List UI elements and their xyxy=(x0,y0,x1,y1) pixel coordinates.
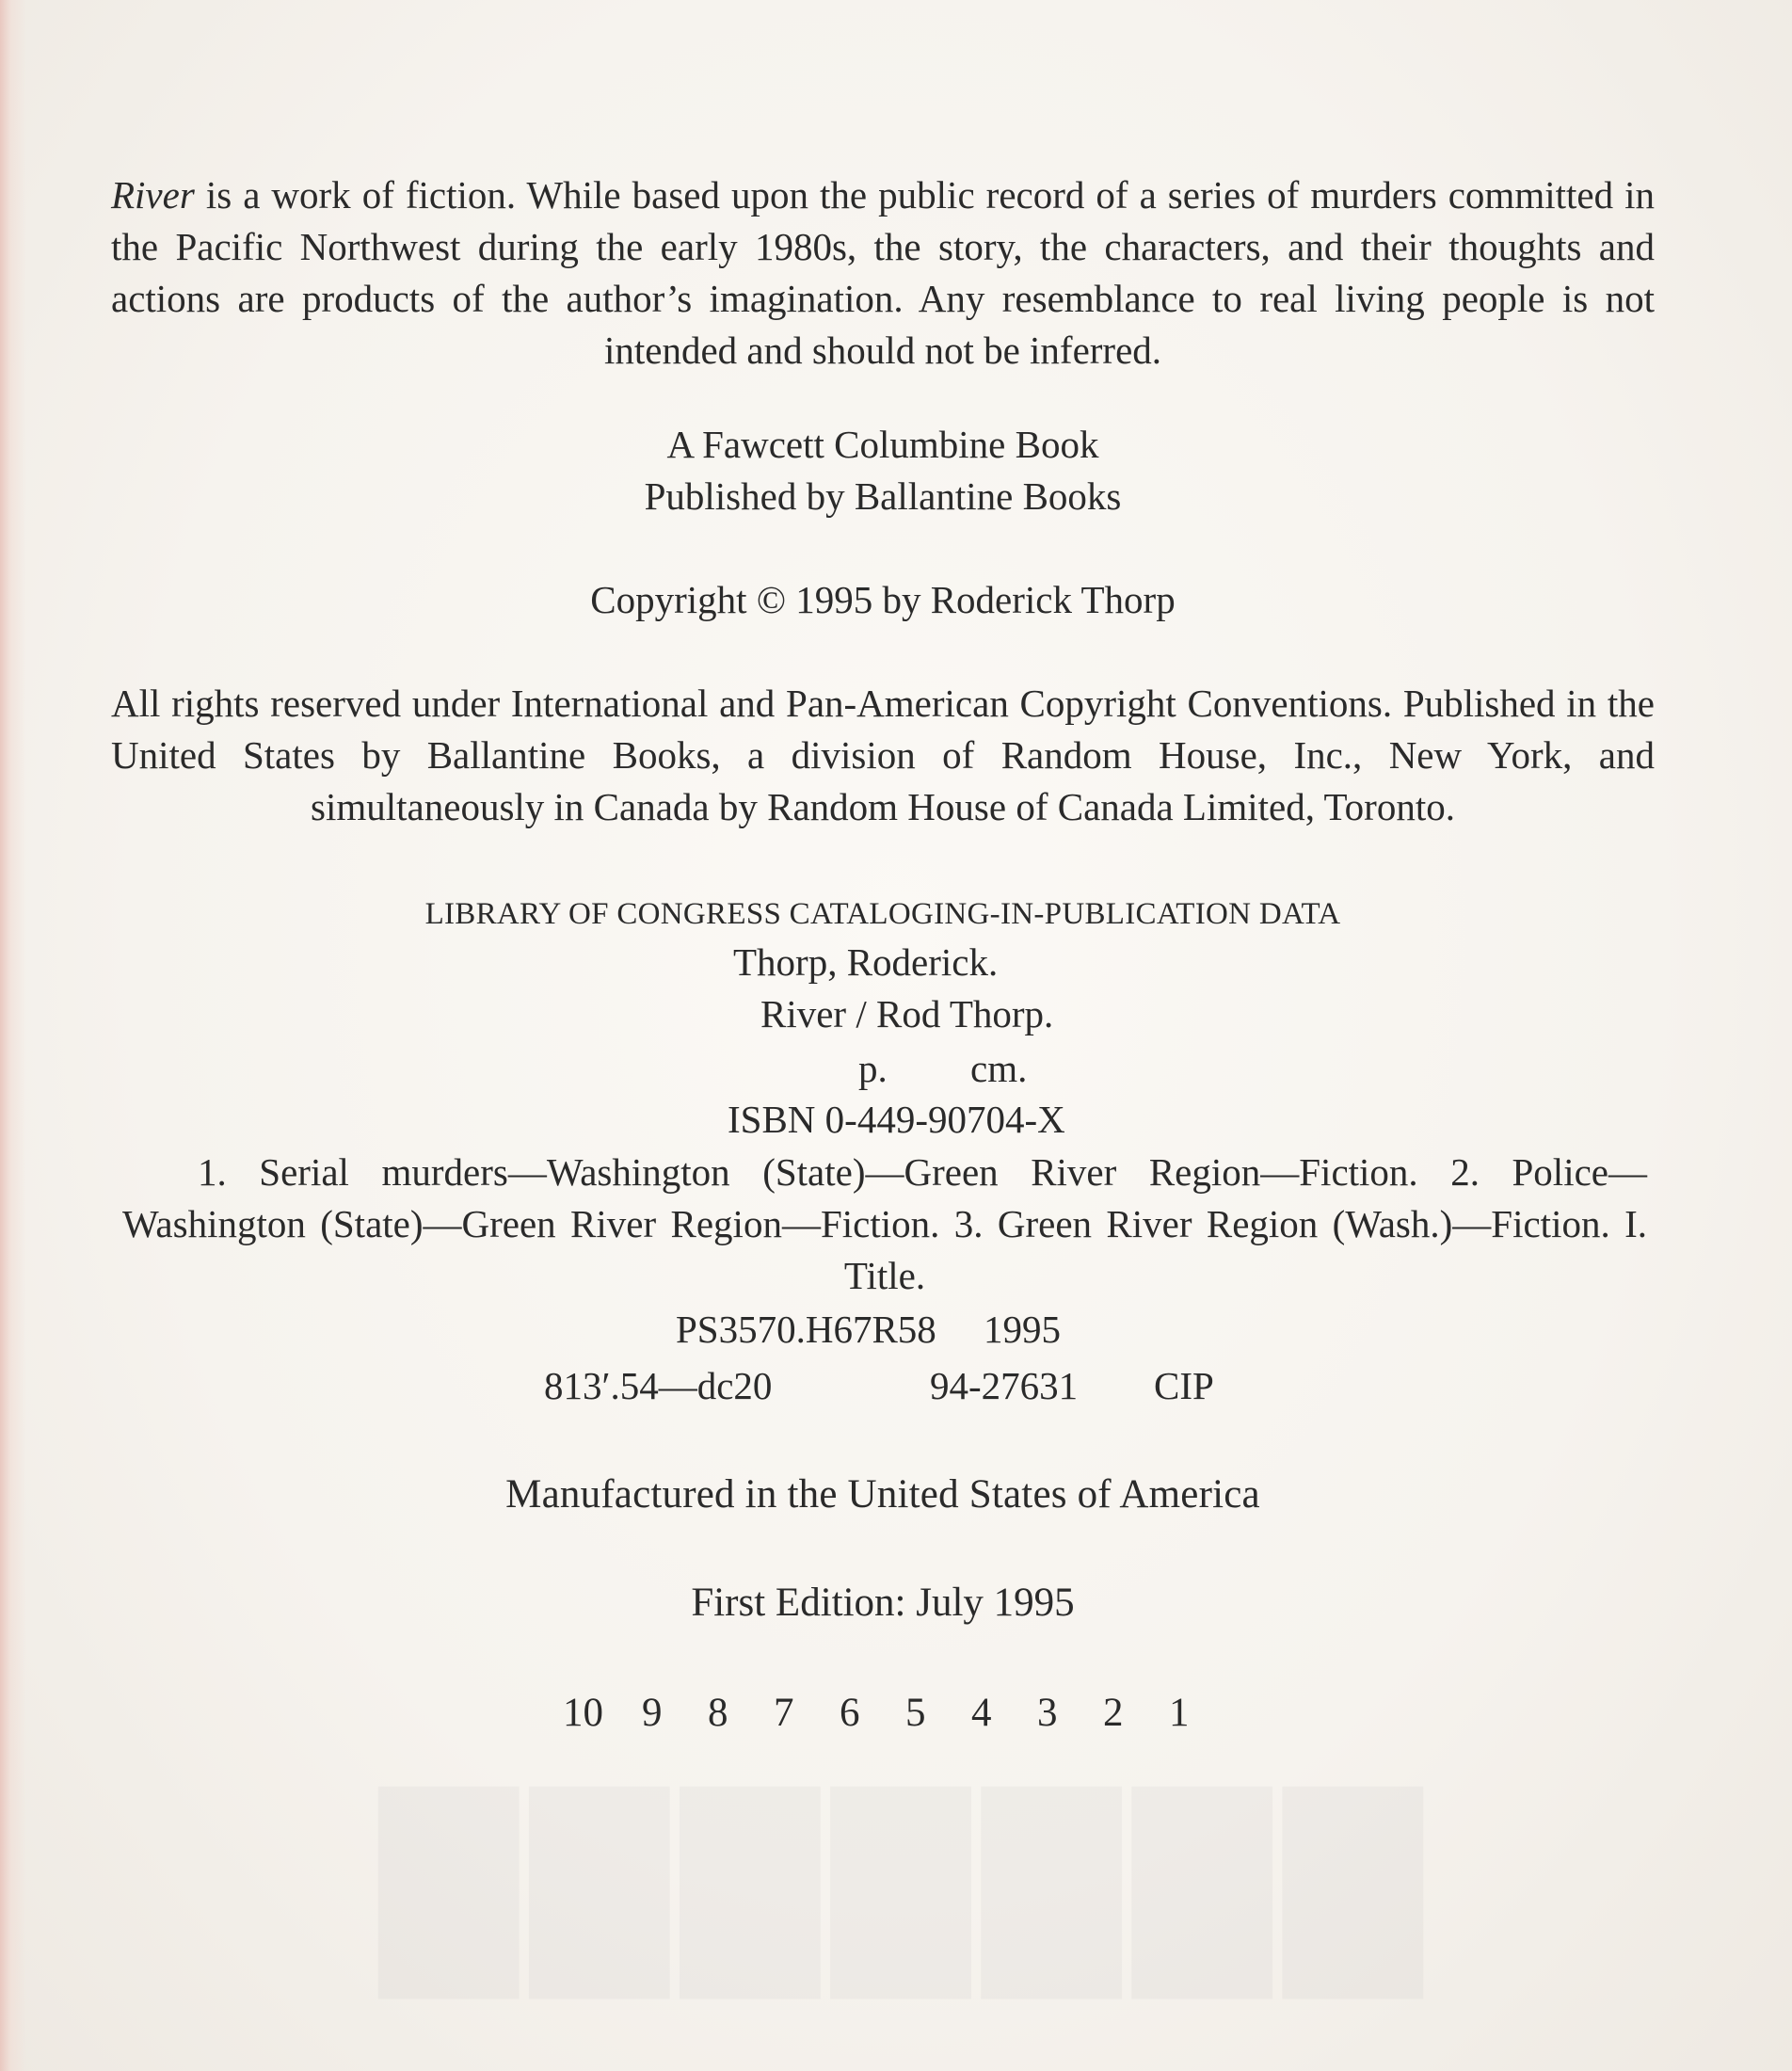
cip-lccn: 94-27631 xyxy=(930,1364,1079,1407)
imprint-line: A Fawcett Columbine Book xyxy=(666,423,1099,466)
cip-tag: CIP xyxy=(1154,1364,1214,1407)
printing-number: 10 xyxy=(563,1691,603,1735)
cip-subjects xyxy=(122,1147,1647,1302)
cip-lc-year: 1995 xyxy=(984,1308,1061,1351)
cip-title: River / Rod Thorp. xyxy=(760,992,1054,1036)
cip-dewey: 813′.54—dc20 xyxy=(544,1364,773,1407)
printing-number: 9 xyxy=(642,1691,663,1735)
printing-number: 8 xyxy=(708,1691,728,1735)
cip-author: Thorp, Roderick. xyxy=(733,940,999,984)
printing-number: 1 xyxy=(1169,1691,1190,1735)
cip-lc-class: PS3570.H67R58 xyxy=(676,1308,936,1351)
cip-isbn: ISBN 0-449-90704-X xyxy=(728,1098,1065,1141)
publisher-block xyxy=(111,419,1655,522)
edition-notice: First Edition: July 1995 xyxy=(691,1581,1075,1625)
cip-subjects-text: 1. Serial murders—Washington (State)—Green River Region—Fiction. 2. Police—Washington (State)—Green River Region—Fiction. 3. Green River Region (Wash.)—Fiction. I. Title. xyxy=(122,1150,1647,1297)
printing-number: 4 xyxy=(971,1691,992,1735)
printing-number: 7 xyxy=(774,1691,794,1735)
printing-number: 5 xyxy=(905,1691,926,1735)
cip-heading: LIBRARY OF CONGRESS CATALOGING-IN-PUBLICATION DATA xyxy=(424,897,1341,931)
cip-size: cm. xyxy=(970,1047,1028,1090)
cip-pages: p. xyxy=(858,1047,888,1090)
rights-statement: All rights reserved under International and Pan-American Copyright Conventions. Published in the United States by Ballantine Books, a division of Random House, Inc., New York, and simultaneously in Canada by Random House of Canada Limited, Toronto. xyxy=(111,682,1655,828)
show-through-texture: ███████ xyxy=(366,1789,1422,1997)
copyright-notice: Copyright © 1995 by Roderick Thorp xyxy=(590,578,1176,621)
printing-number: 3 xyxy=(1037,1691,1058,1735)
printing-number-line xyxy=(563,1687,1235,1739)
publisher-line: Published by Ballantine Books xyxy=(644,474,1122,518)
disclaimer-text: is a work of fiction. While based upon the public record of a series of murders committed in the Pacific Northwest during the early 1980s, the story, the characters, and their thoughts and actions are products of the author’s imagination. Any resemblance to real living people is not intended and should not be inferred. xyxy=(111,173,1655,372)
manufactured-notice: Manufactured in the United States of America xyxy=(505,1472,1260,1517)
printing-number: 2 xyxy=(1103,1691,1124,1735)
printing-number: 6 xyxy=(840,1691,860,1735)
fiction-disclaimer xyxy=(111,169,1655,377)
disclaimer-title-word: River xyxy=(111,173,195,217)
